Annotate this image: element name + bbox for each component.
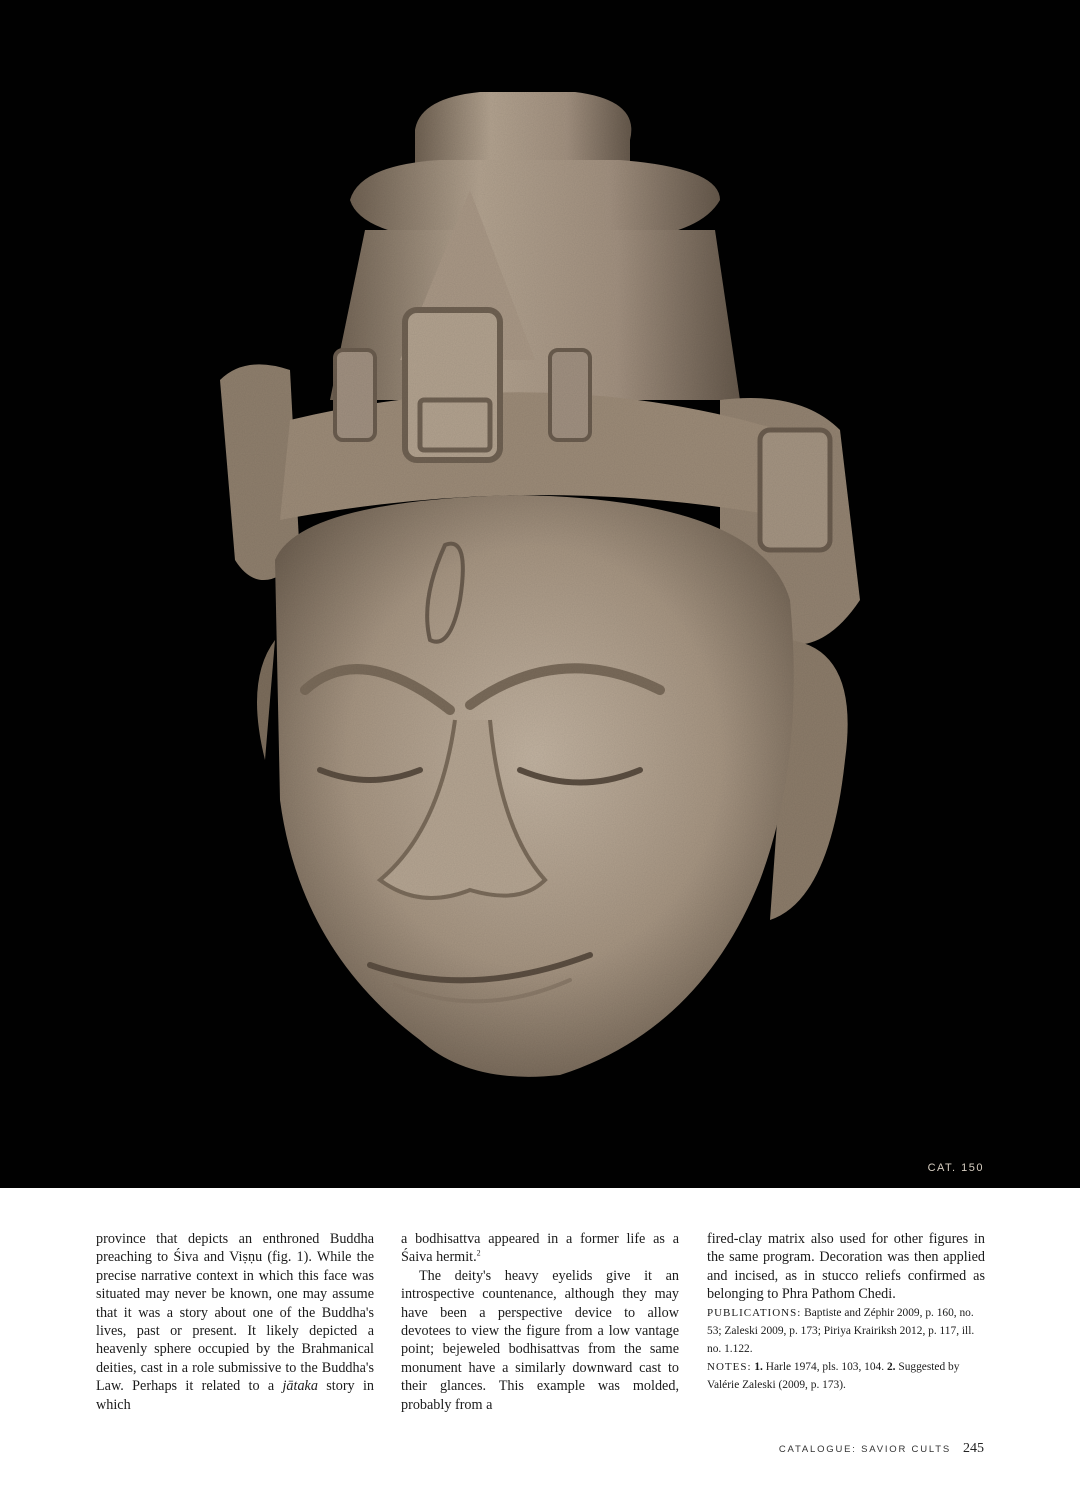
column2-paragraph-1: a bodhisattva appeared in a former life as a Śaiva hermit.$^2$ bbox=[401, 1231, 679, 1266]
column2-paragraph-2: The deity's heavy eyelids give it an introspective countenance, although they may have been a perspective device to allow devotees to view the figure from a low vantage point; bejeweled bodhisattvas from the same monument have a similarly downward cast to their glances. This example was molded, probably from a bbox=[401, 1267, 679, 1413]
column1-paragraph: province that depicts an enthroned Buddha preaching to Śiva and Viṣṇu (fig. 1). While the precise narrative context in which this face was situated may never be known, one may assume that it was a story about one of the Buddha's lives, past or present. It likely depicted a heavenly sphere occupied by the Brahmanical deities, cast in a role submissive to the Buddha's Law. Perhaps it related to a jātaka story in which bbox=[96, 1231, 375, 1413]
footnote-ref: 2 bbox=[476, 1248, 481, 1258]
publications-label: PUBLICATIONS: bbox=[707, 1306, 802, 1319]
text-column-2 bbox=[401, 1230, 679, 1414]
notes-label: NOTES: bbox=[707, 1360, 752, 1373]
section-title: CATALOGUE: SAVIOR CULTS bbox=[778, 1444, 951, 1455]
catalogue-number: CAT. 150 bbox=[927, 1162, 984, 1174]
page-number: 245 bbox=[963, 1441, 984, 1456]
column3-paragraph: fired-clay matrix also used for other figures in the same program. Decoration was then applied and incised, as in stucco reliefs confirmed as belonging to Phra Pathom Chedi. bbox=[707, 1231, 985, 1303]
publications: PUBLICATIONS: Baptiste and Zéphir 2009, p. 160, no. 53; Zaleski 2009, p. 173; Piriya Krairiksh 2012, p. 117, ill. no. 1.122. bbox=[707, 1306, 975, 1355]
text-column-3 bbox=[707, 1230, 985, 1394]
notes: NOTES: 1. Harle 1974, pls. 103, 104. 2. Suggested by Valérie Zaleski (2009, p. 173). bbox=[707, 1360, 960, 1391]
running-footer bbox=[779, 1441, 984, 1457]
jataka-term: jātaka bbox=[282, 1378, 318, 1395]
text-column-1 bbox=[96, 1230, 374, 1414]
